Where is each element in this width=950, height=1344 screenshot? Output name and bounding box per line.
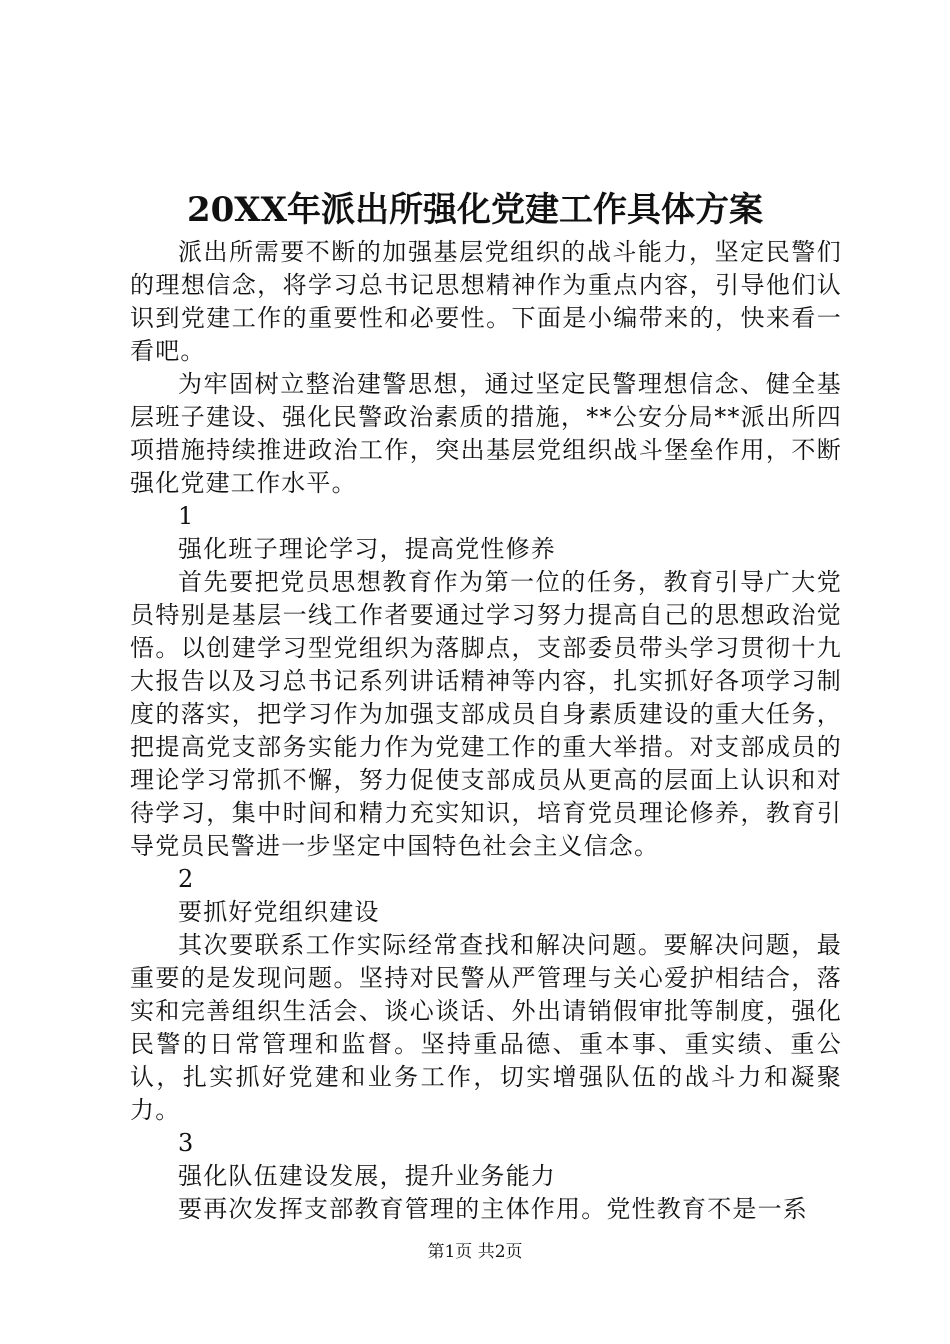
section-3 — [130, 1127, 842, 1226]
section-number: 1 — [178, 502, 195, 530]
overview-paragraph: 为牢固树立整治建警思想，通过坚定民警理想信念、健全基层班子建设、强化民警政治素质的措施，**公安分局**派出所四项措施持续推进政治工作，突出基层党组织战斗堡垒作用，不断强化党建工作水平。 — [130, 370, 842, 497]
intro-paragraph: 派出所需要不断的加强基层党组织的战斗能力，坚定民警们的理想信念，将学习总书记思想精神作为重点内容，引导他们认识到党建工作的重要性和必要性。下面是小编带来的，快来看一看吧。 — [130, 238, 842, 365]
document-body — [130, 236, 842, 1226]
section-paragraph: 其次要联系工作实际经常查找和解决问题。要解决问题，最重要的是发现问题。坚持对民警从严管理与关心爱护相结合，落实和完善组织生活会、谈心谈话、外出请销假审批等制度，强化民警的日常管理和监督。坚持重品德、重本事、重实绩、重公认，扎实抓好党建和业务工作，切实增强队伍的战斗力和凝聚力。 — [130, 931, 842, 1124]
section-number: 3 — [178, 1129, 195, 1157]
section-heading: 强化班子理论学习，提高党性修养 — [178, 535, 556, 563]
section-heading: 强化队伍建设发展，提升业务能力 — [178, 1162, 556, 1190]
section-paragraph: 要再次发挥支部教育管理的主体作用。党性教育不是一系 — [178, 1195, 808, 1223]
section-1 — [130, 500, 842, 863]
section-2 — [130, 863, 842, 1127]
section-heading: 要抓好党组织建设 — [178, 898, 380, 926]
document-title: 20XX年派出所强化党建工作具体方案 — [186, 190, 764, 230]
section-number: 2 — [178, 865, 195, 893]
page-footer: 第1页 共2页 — [427, 1242, 523, 1262]
section-paragraph: 首先要把党员思想教育作为第一位的任务，教育引导广大党员特别是基层一线工作者要通过学习努力提高自己的思想政治觉悟。以创建学习型党组织为落脚点，支部委员带头学习贯彻十九大报告以及习总书记系列讲话精神等内容，扎实抓好各项学习制度的落实，把学习作为加强支部成员自身素质建设的重大任务，把提高党支部务实能力作为党建工作的重大举措。对支部成员的理论学习常抓不懈，努力促使支部成员从更高的层面上认识和对待学习，集中时间和精力充实知识，培育党员理论修养，教育引导党员民警进一步坚定中国特色社会主义信念。 — [130, 568, 842, 860]
